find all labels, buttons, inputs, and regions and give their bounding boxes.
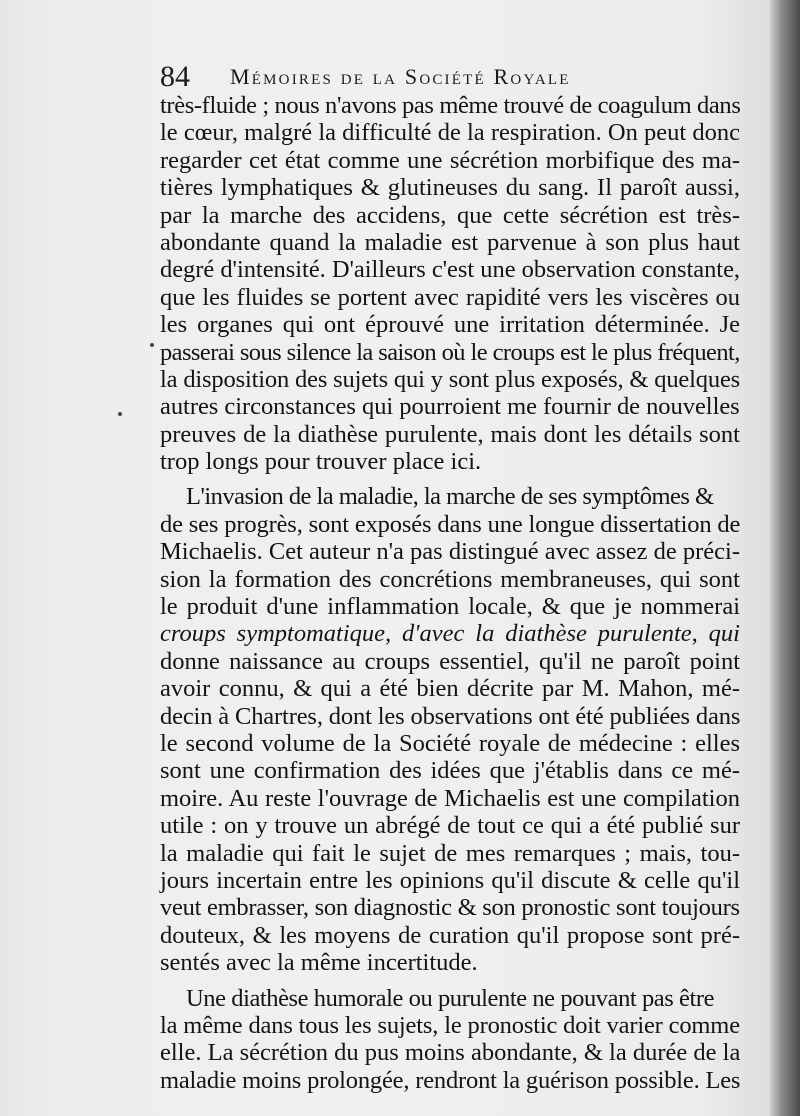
- text-line: moire. Au reste l'ouvrage de Michaelis est une compilation: [160, 784, 740, 812]
- running-head: Mémoires de la Société Royale: [230, 64, 571, 89]
- text-line: le produit d'une inflammation locale, & que je nommerai: [160, 593, 740, 621]
- text-line: jours incertain entre les opinions qu'il discute & celle qu'il: [160, 866, 740, 894]
- text-line: la même dans tous les sujets, le pronostic doit varier comme: [160, 1011, 740, 1039]
- text-line: Michaelis. Cet auteur n'a pas distingué avec assez de préci-: [160, 538, 740, 566]
- text-line: veut embrasser, son diagnostic & son pronostic sont toujours: [160, 894, 740, 922]
- text-line: preuves de la diathèse purulente, mais dont les détails sont: [160, 420, 740, 448]
- text-line: passerai sous silence la saison où le croups est le plus fréquent,: [160, 338, 740, 366]
- text-line: avoir connu, & qui a été bien décrite par M. Mahon, mé-: [160, 675, 740, 703]
- text-line: degré d'intensité. D'ailleurs c'est une observation constante,: [160, 256, 741, 284]
- text-line: autres circonstances qui pourroient me fournir de nouvelles: [160, 393, 740, 421]
- text-line: de ses progrès, sont exposés dans une longue dissertation de: [160, 510, 741, 538]
- text-line: donne naissance au croups essentiel, qu'il ne paroît point: [160, 647, 740, 675]
- text-line: maladie moins prolongée, rendront la guérison possible. Les: [160, 1066, 741, 1094]
- text-line: la disposition des sujets qui y sont plus exposés, & quelques: [160, 365, 741, 393]
- paragraph: [160, 985, 740, 1095]
- text-line: sentés avec la même incertitude.: [160, 949, 478, 977]
- text-line: trop longs pour trouver place ici.: [160, 448, 482, 476]
- paragraph: [160, 92, 740, 475]
- text-line: les organes qui ont éprouvé une irritation déterminée. Je: [160, 311, 740, 339]
- text-line: le second volume de la Société royale de médecine : elles: [160, 729, 740, 757]
- text-line: L'invasion de la maladie, la marche de ses symptômes &: [186, 483, 714, 511]
- page-edge-shadow: [770, 0, 800, 1116]
- ink-speck: [150, 343, 154, 347]
- ink-speck: [118, 412, 122, 416]
- text-line: elle. La sécrétion du pus moins abondante, & la durée de la: [160, 1039, 741, 1067]
- text-line: la maladie qui fait le sujet de mes remarques ; mais, tou-: [160, 839, 740, 867]
- text-line: sont une confirmation des idées que j'établis dans ce mé-: [160, 757, 740, 785]
- text-line: croups symptomatique, d'avec la diathèse purulente, qui: [160, 620, 740, 648]
- text-line: le cœur, malgré la difficulté de la respiration. On peut donc: [160, 119, 740, 147]
- text-line: que les fluides se portent avec rapidité vers les viscères ou: [160, 283, 740, 311]
- page-number: 84: [160, 60, 190, 93]
- text-line: douteux, & les moyens de curation qu'il propose sont pré-: [160, 921, 740, 949]
- text-line: abondante quand la maladie est parvenue à son plus haut: [160, 228, 740, 256]
- paragraph: [160, 483, 740, 976]
- text-line: utile : on y trouve un abrégé de tout ce qui a été publié sur: [160, 812, 740, 840]
- text-line: sion la formation des concrétions membraneuses, qui sont: [160, 565, 740, 593]
- body-text: [160, 92, 740, 1094]
- text-line: très-fluide ; nous n'avons pas même trouvé de coagulum dans: [160, 92, 741, 119]
- text-line: tières lymphatiques & glutineuses du sang. Il paroît aussi,: [160, 174, 740, 202]
- text-line: Une diathèse humorale ou purulente ne pouvant pas être: [186, 984, 715, 1012]
- text-line: regarder cet état comme une sécrétion morbifique des ma-: [160, 146, 740, 174]
- text-line: decin à Chartres, dont les observations ont été publiées dans: [160, 702, 741, 730]
- text-line: par la marche des accidens, que cette sécrétion est très-: [160, 201, 740, 229]
